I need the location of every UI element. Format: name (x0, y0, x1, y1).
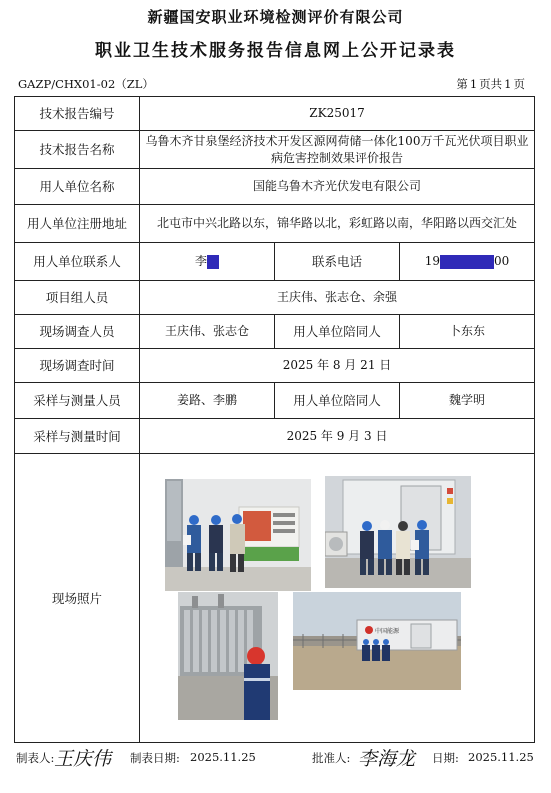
site-photo-4-image (293, 592, 461, 690)
contact-name-visible: 李 (194, 254, 207, 268)
survey-staff-label: 现场调查人员 (15, 315, 140, 349)
row-sampling-time (15, 419, 535, 454)
make-date-label: 制表日期: (130, 751, 180, 765)
site-photo-3 (178, 592, 278, 720)
phone-suffix: 00 (494, 254, 510, 268)
report-name-label: 技术报告名称 (15, 131, 140, 169)
row-survey-staff (15, 315, 535, 349)
container-logo-text: 中国能源 (375, 628, 400, 635)
row-report-name (15, 131, 535, 169)
page-label-c: 页 (513, 77, 525, 91)
record-table (14, 96, 535, 743)
survey-time-value: 2025 年 8 月 21 日 (140, 349, 535, 383)
photos-label: 现场照片 (15, 454, 140, 743)
date-label: 日期: (432, 751, 459, 765)
phone-value (400, 243, 535, 281)
approver-label: 批准人: (312, 751, 351, 765)
contact-name (140, 243, 275, 281)
employer-name-label: 用人单位名称 (15, 169, 140, 205)
site-photo-4 (293, 592, 461, 690)
photos-cell (140, 454, 535, 743)
row-team (15, 281, 535, 315)
sampling-staff-value: 姜路、李鹏 (140, 383, 275, 419)
report-no-value: ZK25017 (140, 97, 535, 131)
phone-label: 联系电话 (275, 243, 400, 281)
team-label: 项目组人员 (15, 281, 140, 315)
site-photo-2-image (325, 476, 471, 588)
site-photo-1 (165, 479, 311, 591)
sampling-time-label: 采样与测量时间 (15, 419, 140, 454)
survey-time-label: 现场调查时间 (15, 349, 140, 383)
report-no-label: 技术报告编号 (15, 97, 140, 131)
employer-name-value: 国能乌鲁木齐光伏发电有限公司 (140, 169, 535, 205)
survey-escort-value: 卜东东 (400, 315, 535, 349)
sampling-time-value: 2025 年 9 月 3 日 (140, 419, 535, 454)
team-value: 王庆伟、张志仓、余强 (140, 281, 535, 315)
row-employer-name (15, 169, 535, 205)
site-photo-2 (325, 476, 471, 588)
site-photo-3-image (178, 592, 278, 720)
sampling-escort-value: 魏学明 (400, 383, 535, 419)
row-photos (15, 454, 535, 743)
row-employer-address (15, 205, 535, 243)
document-title: 职业卫生技术服务报告信息网上公开记录表 (95, 41, 456, 61)
site-photo-1-image (165, 479, 311, 591)
report-name-value: 乌鲁木齐甘泉堡经济技术开发区源网荷储一体化100万千瓦光伏项目职业病危害控制效果评价报告 (140, 131, 535, 169)
survey-staff-value: 王庆伟、张志仓 (140, 315, 275, 349)
approver-signature: 李海龙 (358, 748, 416, 770)
page-label-b: 页共 (479, 77, 503, 91)
employer-address-label: 用人单位注册地址 (15, 205, 140, 243)
company-name: 新疆国安职业环境检测评价有限公司 (147, 8, 404, 26)
row-sampling-staff (15, 383, 535, 419)
employer-address-value: 北屯市中兴北路以东，锦华路以北，彩虹路以南，华阳路以西交汇处 (140, 205, 535, 243)
page-current: 1 (469, 77, 478, 91)
form-code: GAZP/CHX01-02（ZL） (18, 77, 154, 91)
contact-label: 用人单位联系人 (15, 243, 140, 281)
phone-prefix: 19 (424, 254, 441, 268)
page-label-a: 第 (456, 77, 468, 91)
redaction-mark (440, 255, 494, 269)
row-report-no (15, 97, 535, 131)
date-value: 2025.11.25 (468, 750, 534, 764)
sampling-escort-label: 用人单位陪同人 (275, 383, 400, 419)
page-total: 1 (504, 77, 512, 91)
redaction-mark (207, 255, 219, 269)
photo-area (140, 454, 534, 742)
sampling-staff-label: 采样与测量人员 (15, 383, 140, 419)
row-contact (15, 243, 535, 281)
maker-label: 制表人: (16, 751, 55, 765)
footer (0, 750, 551, 780)
maker-signature: 王庆伟 (54, 748, 112, 770)
make-date-value: 2025.11.25 (190, 750, 256, 764)
row-survey-time (15, 349, 535, 383)
page-number (454, 76, 525, 92)
survey-escort-label: 用人单位陪同人 (275, 315, 400, 349)
